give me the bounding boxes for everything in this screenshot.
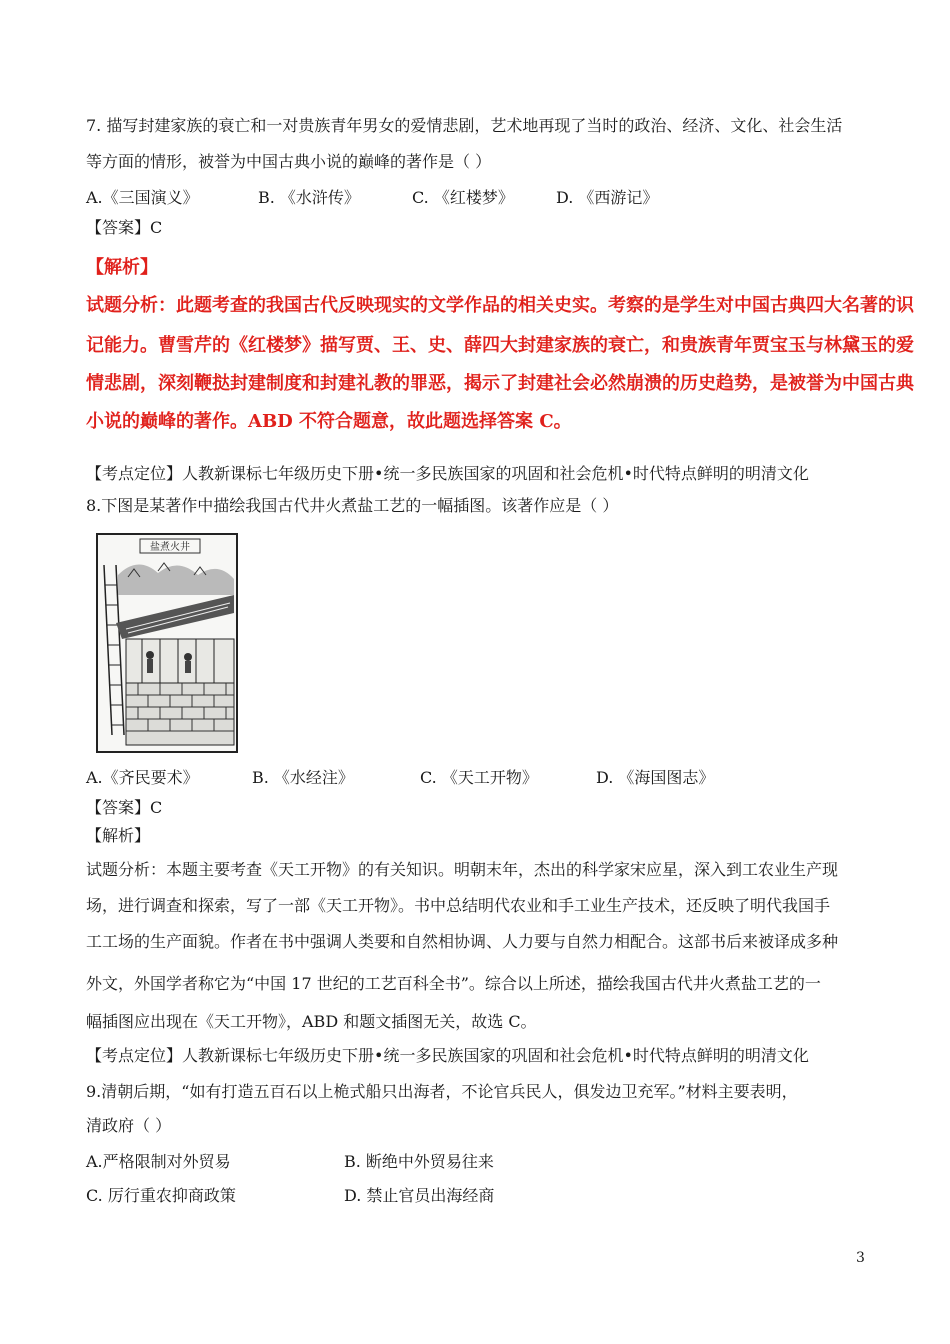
q7-analysis-line4: 小说的巅峰的著作。ABD 不符合题意，故此题选择答案 C。	[86, 411, 572, 432]
q7-kaodian: 【考点定位】人教新课标七年级历史下册•统一多民族国家的巩固和社会危机•时代特点鲜明的明清文化	[86, 464, 809, 483]
q7-analysis-line1: 试题分析：此题考查的我国古代反映现实的文学作品的相关史实。考察的是学生对中国古典四大名著的识	[86, 295, 914, 316]
q7-option-a: A.《三国演义》	[86, 188, 199, 207]
q7-stem-line1: 7. 描写封建家族的衰亡和一对贵族青年男女的爱情悲剧，艺术地再现了当时的政治、经济、文化、社会生活	[86, 116, 843, 135]
q7-analysis-title: 【解析】	[86, 257, 158, 278]
q8-option-d: D. 《海国图志》	[596, 768, 715, 787]
q8-analysis-title: 【解析】	[86, 826, 151, 845]
q8-option-c: C. 《天工开物》	[420, 768, 538, 787]
q9-stem-line1: 9.清朝后期，“如有打造五百石以上桅式船只出海者，不论官兵民人，俱发边卫充军。”材料主要表明，	[86, 1082, 798, 1101]
q9-option-a: A.严格限制对外贸易	[86, 1152, 231, 1171]
q7-answer: 【答案】C	[86, 218, 163, 237]
q8-stem: 8.下图是某著作中描绘我国古代井火煮盐工艺的一幅插图。该著作应是（ ）	[86, 496, 619, 515]
q7-analysis-line2: 记能力。曹雪芹的《红楼梦》描写贾、王、史、薛四大封建家族的衰亡，和贵族青年贾宝玉与林黛玉的爱	[86, 335, 914, 356]
q9-option-c: C. 厉行重农抑商政策	[86, 1186, 236, 1205]
q7-stem-line2: 等方面的情形，被誉为中国古典小说的巅峰的著作是（ ）	[86, 152, 492, 171]
q7-option-b: B. 《水浒传》	[258, 188, 360, 207]
q8-answer: 【答案】C	[86, 798, 163, 817]
q8-option-b: B. 《水经注》	[252, 768, 354, 787]
page-number: 3	[856, 1250, 865, 1266]
q7-option-c: C. 《红楼梦》	[412, 188, 514, 207]
salt-boiling-illustration	[96, 533, 238, 753]
q9-stem-line2: 清政府（ ）	[86, 1116, 172, 1135]
q8-kaodian: 【考点定位】人教新课标七年级历史下册•统一多民族国家的巩固和社会危机•时代特点鲜明的明清文化	[86, 1046, 809, 1065]
q9-option-d: D. 禁止官员出海经商	[344, 1186, 495, 1205]
q9-option-b: B. 断绝中外贸易往来	[344, 1152, 494, 1171]
q8-analysis-line3: 工工场的生产面貌。作者在书中强调人类要和自然相协调、人力要与自然力相配合。这部书后来被译成多种	[86, 932, 839, 951]
q8-analysis-line1: 试题分析：本题主要考查《天工开物》的有关知识。明朝末年，杰出的科学家宋应星，深入到工农业生产现	[86, 860, 839, 879]
q8-analysis-line2: 场，进行调查和探索，写了一部《天工开物》。书中总结明代农业和手工业生产技术，还反映了明代我国手	[86, 896, 831, 915]
q7-analysis-line3: 情悲剧，深刻鞭挞封建制度和封建礼教的罪恶，揭示了封建社会必然崩溃的历史趋势，是被誉为中国古典	[86, 373, 914, 394]
woodcut-illustration-svg	[98, 535, 236, 751]
q8-analysis-line5: 幅插图应出现在《天工开物》，ABD 和题文插图无关，故选 C。	[86, 1012, 537, 1031]
q8-analysis-line4: 外文，外国学者称它为“中国 17 世纪的工艺百科全书”。综合以上所述，描绘我国古代井火煮盐工艺的一	[86, 974, 821, 993]
figure-caption: 盐煮火井	[150, 542, 190, 553]
q7-option-d: D. 《西游记》	[556, 188, 659, 207]
q8-option-a: A.《齐民要术》	[86, 768, 199, 787]
